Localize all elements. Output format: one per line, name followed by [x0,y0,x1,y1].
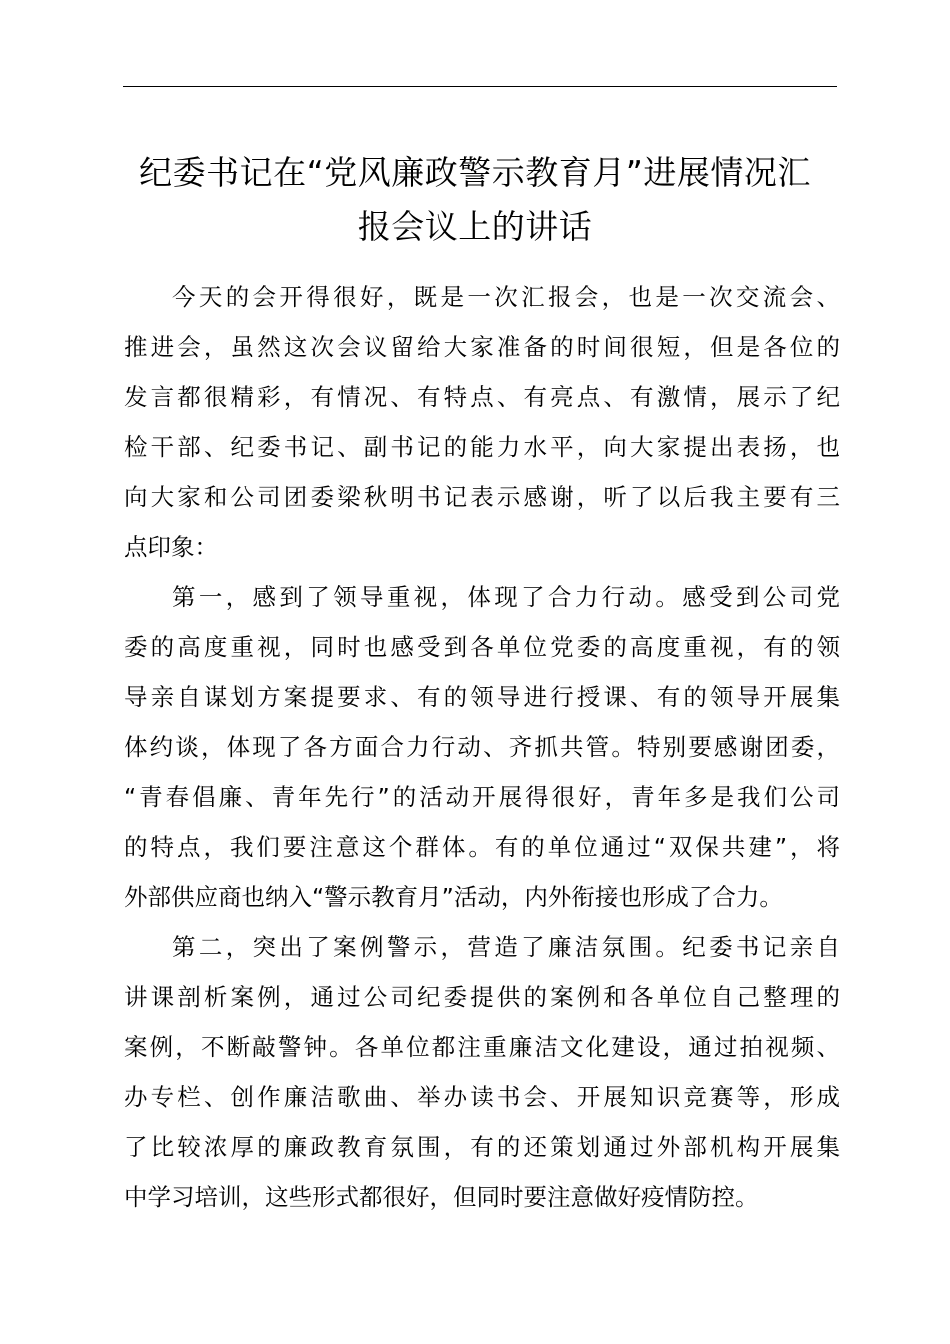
paragraph-point-one [124,572,840,922]
text-line: 推进会，虽然这次会议留给大家准备的时间很短，但是各位的 [124,333,840,361]
text-line: “青春倡廉、青年先行”的活动开展得很好，青年多是我们公司 [124,783,840,811]
text-line: 了比较浓厚的廉政教育氛围，有的还策划通过外部机构开展集 [124,1133,840,1161]
text-line: 检干部、纪委书记、副书记的能力水平，向大家提出表扬，也 [124,433,840,461]
text-line: 讲课剖析案例，通过公司纪委提供的案例和各单位自己整理的 [124,983,840,1011]
text-line: 点印象： [124,533,218,561]
text-line: 今天的会开得很好，既是一次汇报会，也是一次交流会、 [172,283,840,311]
document-body [124,272,840,1222]
title-line: 报会议上的讲话 [357,207,593,246]
text-line: 的特点，我们要注意这个群体。有的单位通过“双保共建”，将 [124,833,840,861]
text-line: 委的高度重视，同时也感受到各单位党委的高度重视，有的领 [124,633,840,661]
text-line: 向大家和公司团委梁秋明书记表示感谢，听了以后我主要有三 [124,483,840,511]
paragraph-point-two [124,922,840,1222]
document-title [100,146,850,254]
text-line: 外部供应商也纳入“警示教育月”活动，内外衔接也形成了合力。 [124,883,783,911]
text-line: 第一，感到了领导重视，体现了合力行动。感受到公司党 [172,583,840,611]
text-line: 第二，突出了案例警示，营造了廉洁氛围。纪委书记亲自 [172,933,840,961]
text-line: 案例，不断敲警钟。各单位都注重廉洁文化建设，通过拍视频、 [124,1033,840,1061]
paragraph-intro [124,272,840,572]
text-line: 导亲自谋划方案提要求、有的领导进行授课、有的领导开展集 [124,683,840,711]
text-line: 中学习培训，这些形式都很好，但同时要注意做好疫情防控。 [124,1183,759,1211]
header-rule [123,86,837,87]
text-line: 体约谈，体现了各方面合力行动、齐抓共管。特别要感谢团委， [124,733,840,761]
text-line: 办专栏、创作廉洁歌曲、举办读书会、开展知识竞赛等，形成 [124,1083,840,1111]
text-line: 发言都很精彩，有情况、有特点、有亮点、有激情，展示了纪 [124,383,840,411]
title-line: 纪委书记在“党风廉政警示教育月”进展情况汇 [139,153,811,192]
